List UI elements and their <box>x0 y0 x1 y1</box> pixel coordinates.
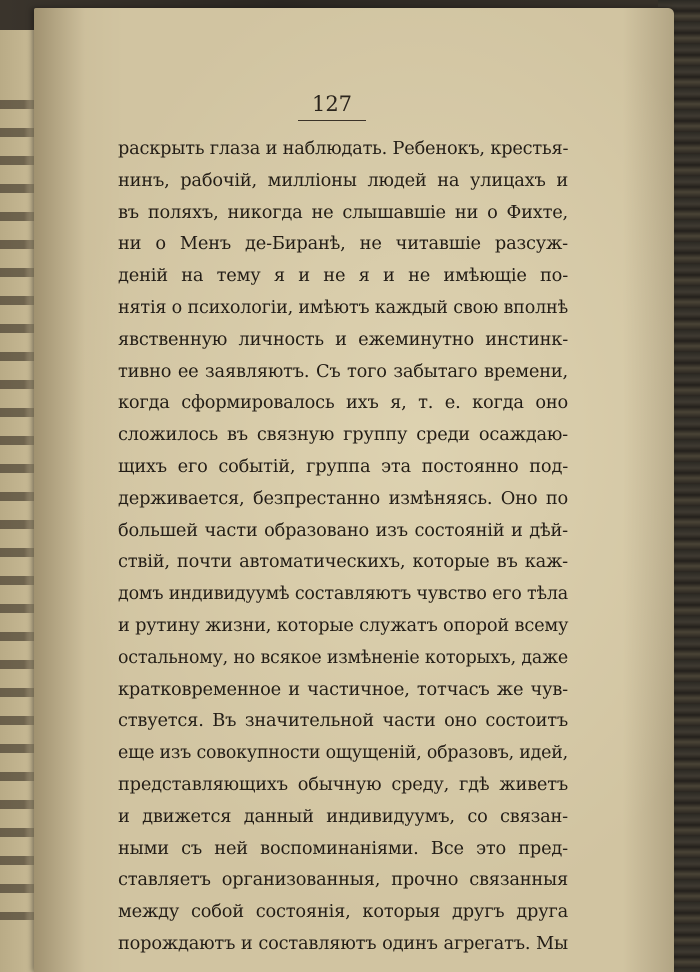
text-line: раскрыть глаза и наблюдать. Ребенокъ, крестья- <box>118 138 569 159</box>
text-line: нинъ, рабочій, милліоны людей на улицахъ и <box>118 169 568 191</box>
page-body-text <box>118 133 568 960</box>
page-number: 127 <box>311 92 353 116</box>
text-line: ставляетъ организованныя, прочно связанныя <box>118 869 568 891</box>
text-line: ни о Менъ де-Биранѣ, не читавшіе разсуж- <box>118 233 568 255</box>
text-line: тивно ее заявляютъ. Съ того забытаго времени, <box>118 360 568 382</box>
text-line: въ поляхъ, никогда не слышавшіе ни о Фихте, <box>118 201 568 223</box>
text-line: представляющихъ обычную среду, гдѣ живетъ <box>118 773 568 795</box>
text-line: сложилось въ связную группу среди осаждаю- <box>118 424 568 446</box>
text-line: ствій, почти автоматическихъ, которые въ каж- <box>118 551 568 573</box>
text-line: остальному, но всякое измѣненіе которыхъ, даже <box>118 646 569 668</box>
text-line: кратковременное и частичное, тотчасъ же чув- <box>118 678 568 700</box>
text-line: домъ индивидуумѣ составляютъ чувство его тѣла <box>118 583 569 605</box>
text-line: и рутину жизни, которые служатъ опорой всему <box>118 614 569 636</box>
text-line: порождаютъ и составляютъ одинъ агрегатъ. Мы <box>118 932 568 954</box>
text-line: держивается, безпрестанно измѣняясь. Оно по <box>118 487 568 509</box>
text-line: когда сформировалось ихъ я, т. е. когда оно <box>118 392 568 414</box>
text-line: между собой состоянія, которыя другъ друга <box>118 901 568 923</box>
text-line: и движется данный индивидуумъ, со связан- <box>118 805 568 827</box>
text-line: ствуется. Въ значительной части оно состоитъ <box>118 710 568 732</box>
text-line: большей части образовано изъ состояній и дѣй- <box>118 519 568 541</box>
book-page <box>34 8 674 972</box>
text-line: еще изъ совокупности ощущеній, образовъ, идей, <box>118 742 569 764</box>
text-line: нятія о психологіи, имѣютъ каждый свою вполнѣ <box>118 296 568 318</box>
page-number-underline <box>298 120 366 121</box>
text-line: явственную личность и ежеминутно инстинк- <box>118 328 568 350</box>
text-line: деній на тему я и не я и не имѣющіе по- <box>118 265 568 287</box>
text-line: ными съ ней воспоминаніями. Все это пред- <box>118 837 568 859</box>
text-line: щихъ его событій, группа эта постоянно под- <box>118 455 568 477</box>
